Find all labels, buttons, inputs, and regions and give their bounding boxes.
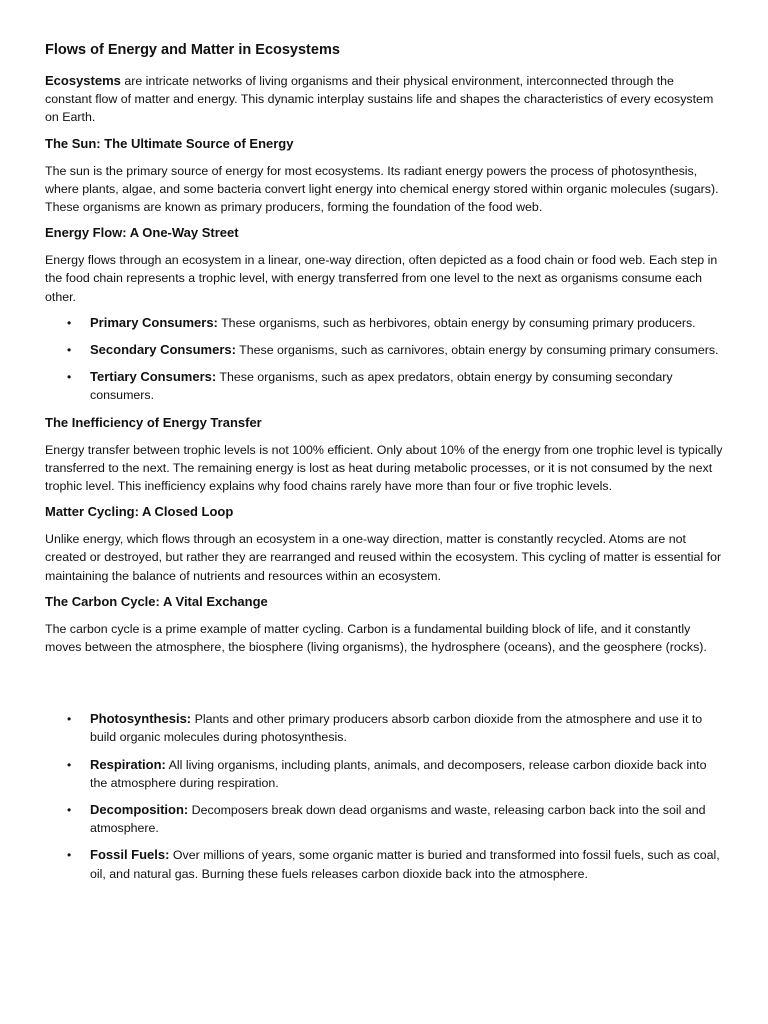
list-item-text: These organisms, such as herbivores, obtain energy by consuming primary producers.: [217, 315, 696, 330]
list-item-term: Secondary Consumers:: [90, 342, 236, 358]
bullet-icon: •: [67, 712, 72, 727]
section-heading-sun: The Sun: The Ultimate Source of Energy: [45, 135, 294, 151]
list-item-text: Over millions of years, some organic matter is buried and transformed into fossil fuels, such as coal, oil, and natural gas. Burning these fuels releases carbon dioxide back into the atmosphere.: [90, 848, 720, 881]
bullet-icon: •: [67, 343, 72, 358]
intro-paragraph: [45, 72, 723, 127]
list-item-text: Decomposers break down dead organisms and waste, releasing carbon back into the soil and atmosphere.: [90, 803, 706, 836]
list-item-text: Plants and other primary producers absorb carbon dioxide from the atmosphere and use it to build organic molecules during photosynthesis.: [90, 712, 703, 745]
list-item: [67, 710, 723, 746]
list-item: [67, 341, 723, 359]
list-item: [67, 801, 723, 837]
bullet-icon: •: [67, 370, 72, 385]
list-item-term: Fossil Fuels:: [90, 847, 170, 863]
section-heading-inefficiency: The Inefficiency of Energy Transfer: [45, 414, 262, 430]
list-item: [67, 756, 723, 792]
list-item: [67, 368, 723, 404]
section-heading-carbon: The Carbon Cycle: A Vital Exchange: [45, 593, 268, 609]
list-item-term: Decomposition:: [90, 802, 189, 818]
section-text-sun: The sun is the primary source of energy for most ecosystems. Its radiant energy powers the process of photosynthesis, where plants, algae, and some bacteria convert light energy into chemical energy stored within organic molecules (sugars). These organisms are known as primary producers, forming the foundation of the food web.: [45, 163, 719, 215]
section-text-matter: Unlike energy, which flows through an ecosystem in a one-way direction, matter is constantly recycled. Atoms are not created or destroyed, but rather they are rearranged and reused within the ecosystem. This cycling of matter is essential for maintaining the balance of nutrients and resources within an ecosystem.: [45, 532, 722, 583]
intro-lead-term: Ecosystems: [45, 73, 121, 88]
bullet-icon: •: [67, 757, 72, 772]
section-text-energy-flow: Energy flows through an ecosystem in a linear, one-way direction, often depicted as a food chain or food web. Each step in the food chain represents a trophic level, with energy transferred from one level to the next as organisms consume each other.: [45, 253, 718, 304]
list-item-term: Respiration:: [90, 756, 166, 772]
list-item-text: These organisms, such as carnivores, obtain energy by consuming primary consumers.: [235, 343, 719, 358]
section-heading-matter: Matter Cycling: A Closed Loop: [45, 504, 234, 520]
list-item: [67, 846, 723, 882]
bullet-icon: •: [67, 803, 72, 818]
bullet-icon: •: [67, 315, 72, 330]
list-item-term: Photosynthesis:: [90, 711, 192, 727]
list-item-term: Primary Consumers:: [90, 314, 218, 330]
list-item-term: Tertiary Consumers:: [90, 369, 217, 385]
list-item-text: These organisms, such as apex predators, obtain energy by consuming secondary consumers.: [90, 370, 673, 403]
carbon-process-list: [45, 710, 723, 883]
blank-space: [45, 664, 723, 710]
intro-text: are intricate networks of living organisms and their physical environment, interconnected through the constant flow of matter and energy. This dynamic interplay sustains life and shapes the characteristics of every ecosystem on Earth.: [45, 74, 714, 125]
section-text-carbon: The carbon cycle is a prime example of matter cycling. Carbon is a fundamental building block of life, and it constantly moves between the atmosphere, the biosphere (living organisms), the hydrosphere (oceans), and the geosphere (rocks).: [45, 621, 707, 655]
list-item: [67, 314, 723, 332]
section-heading-energy-flow: Energy Flow: A One-Way Street: [45, 225, 239, 241]
list-item-text: All living organisms, including plants, animals, and decomposers, release carbon dioxide back into the atmosphere during respiration.: [90, 757, 707, 790]
section-text-inefficiency: Energy transfer between trophic levels is not 100% efficient. Only about 10% of the energy from one trophic level is typically transferred to the next. The remaining energy is lost as heat during metabolic processes, or it is not consumed by the next trophic level. This inefficiency explains why food chains rarely have more than four or five trophic levels.: [45, 442, 723, 494]
consumer-list: [45, 314, 723, 405]
bullet-icon: •: [67, 848, 72, 863]
document-title: Flows of Energy and Matter in Ecosystems: [45, 42, 340, 58]
